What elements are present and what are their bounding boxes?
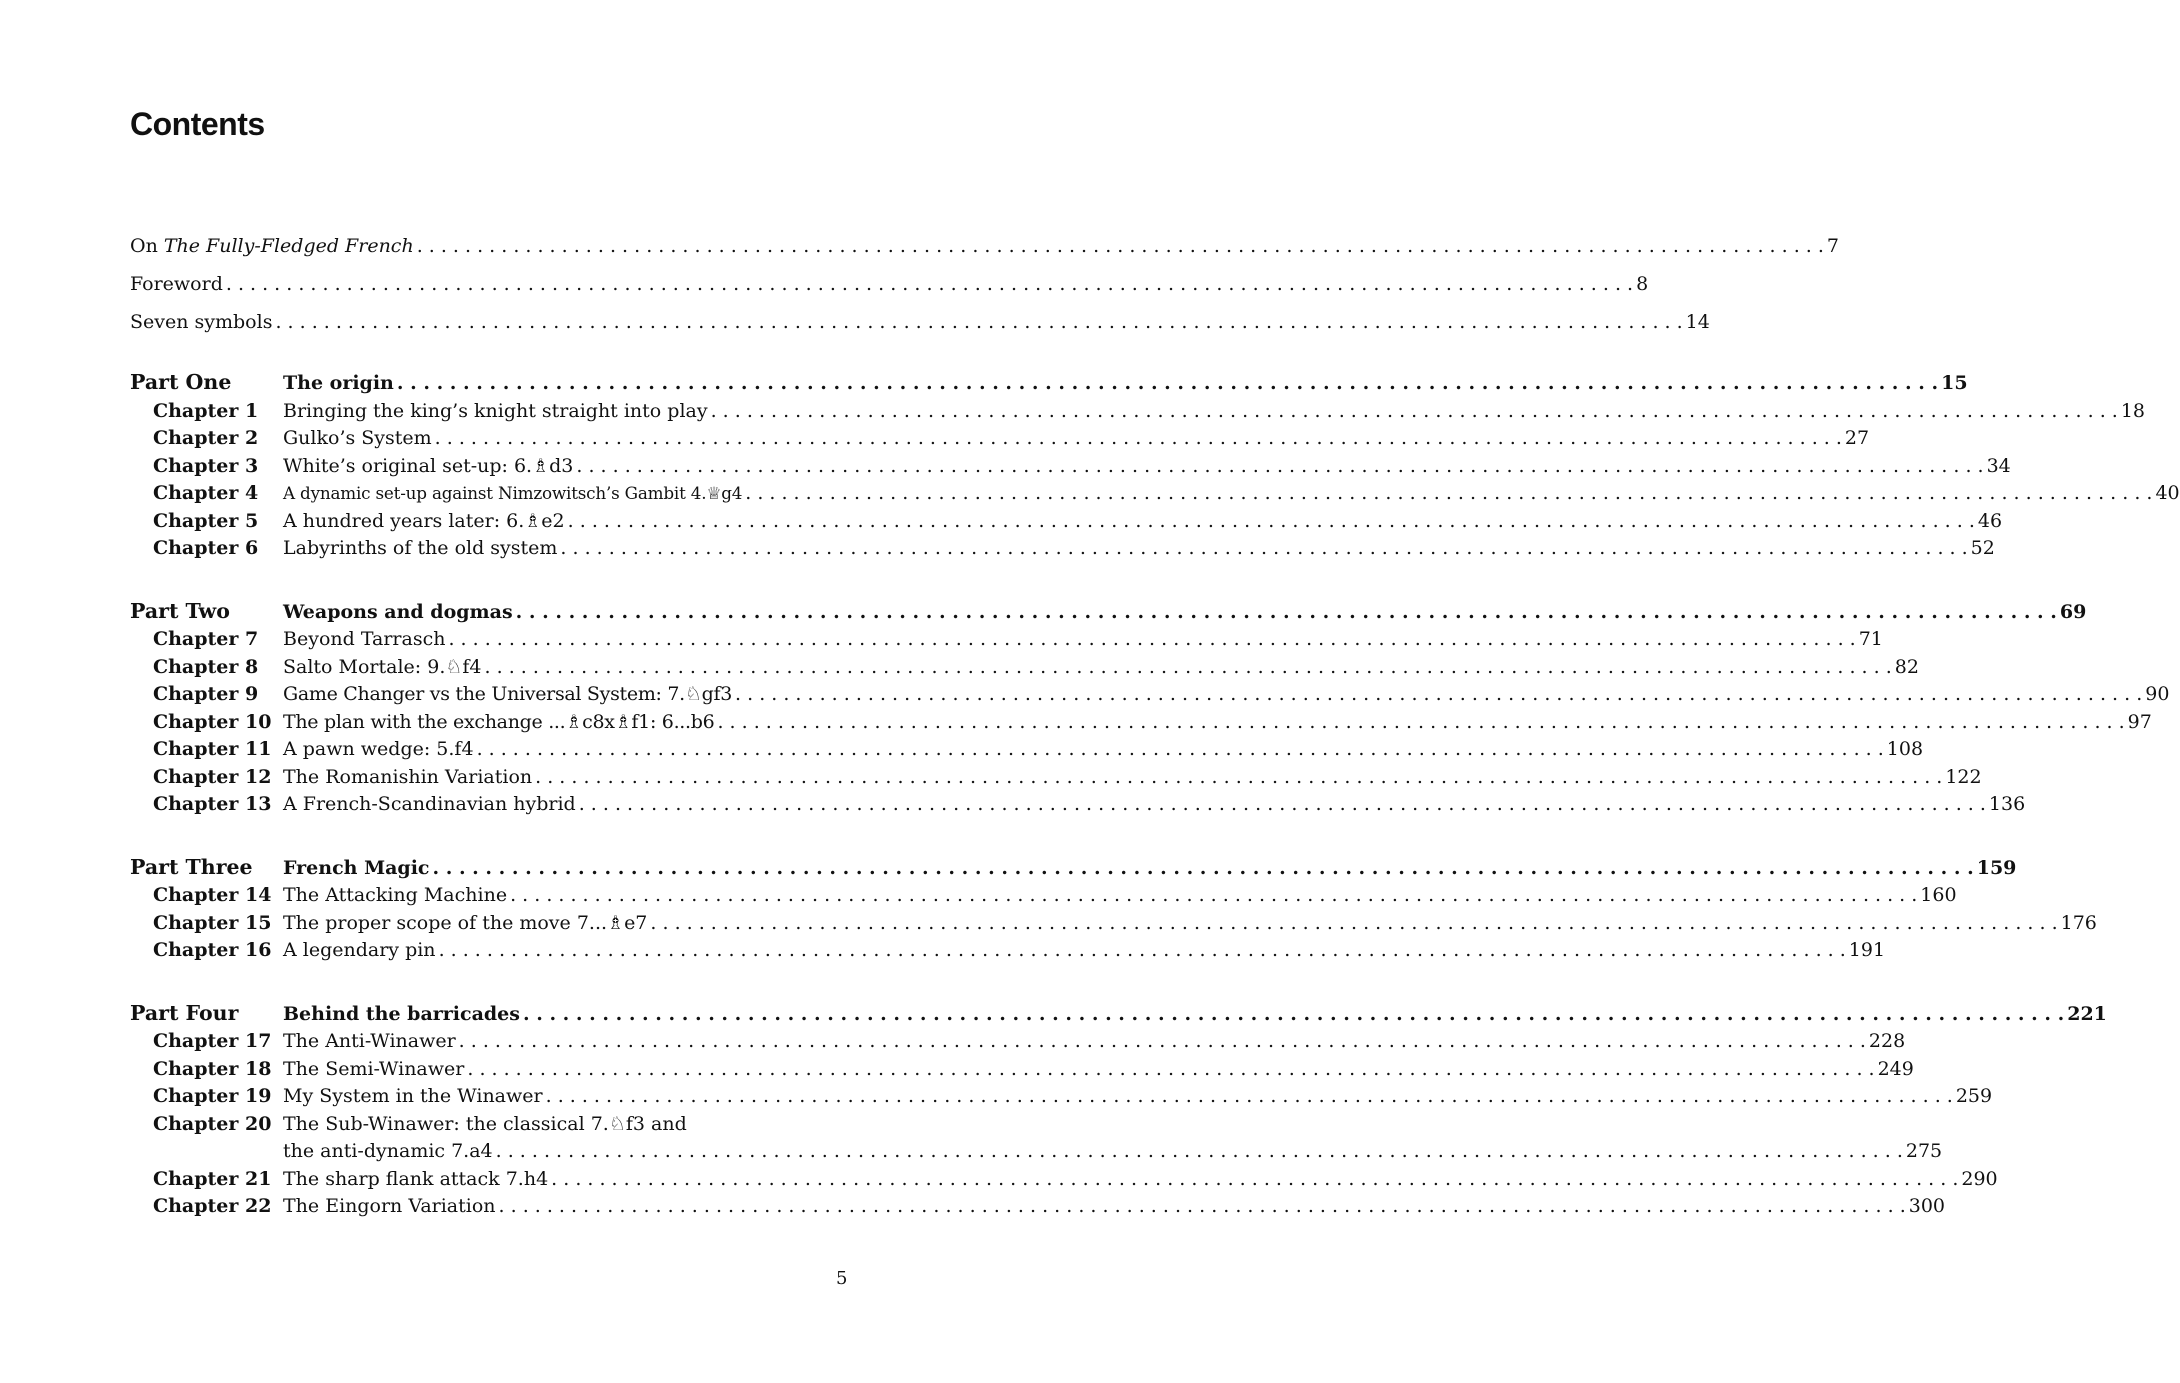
chapter-label: Chapter 17 xyxy=(153,1030,272,1052)
chapter-entry xyxy=(130,626,1883,654)
chapter-entry xyxy=(130,1028,1906,1056)
page-number: 15 xyxy=(1941,372,1968,394)
leader-dots xyxy=(745,480,2152,508)
chapter-title: Salto Mortale: 9.♘f4 xyxy=(283,655,482,678)
leader-dots xyxy=(535,764,1942,792)
chapter-entry xyxy=(130,1166,1998,1194)
page-title: Contents xyxy=(130,106,265,142)
page-number: 97 xyxy=(2127,710,2152,733)
chapter-label: Chapter 13 xyxy=(153,793,272,815)
entry-title xyxy=(130,227,414,265)
chapter-label: Chapter 8 xyxy=(153,655,259,678)
page-number: 159 xyxy=(1976,856,2017,879)
chapter-title: Bringing the king’s knight straight into play xyxy=(283,399,708,422)
entry-title-italic: The Fully-Fledged French xyxy=(163,235,414,257)
page-number: 69 xyxy=(2059,600,2087,623)
chapter-label: Chapter 4 xyxy=(153,482,259,504)
entry-title-prefix: On xyxy=(130,235,164,257)
table-of-contents xyxy=(130,227,2180,1221)
chapter-title: The Sub-Winawer: the classical 7.♘f3 and xyxy=(283,1112,687,1135)
page-number: 18 xyxy=(2120,399,2145,422)
chapter-title: Beyond Tarrasch xyxy=(283,628,446,650)
entry-title: Foreword xyxy=(130,273,223,295)
chapter-title: The Attacking Machine xyxy=(283,884,508,906)
leader-dots xyxy=(551,1166,1958,1194)
chapter-entry xyxy=(130,1111,1943,1166)
part-section xyxy=(130,369,2180,563)
page-number: 259 xyxy=(1955,1085,1993,1107)
page-number: 71 xyxy=(1858,628,1883,650)
page-number: 176 xyxy=(2060,911,2097,934)
chapter-entry xyxy=(130,736,1924,764)
chapter-label: Chapter 10 xyxy=(153,710,272,733)
leader-dots xyxy=(439,937,1846,965)
chapter-title: A dynamic set-up against Nimzowitsch’s Gambit 4.♕g4 xyxy=(283,483,743,503)
toc-entry-front-matter xyxy=(130,303,1710,341)
chapter-title: Game Changer vs the Universal System: 7.♘gf3 xyxy=(283,683,733,705)
chapter-title: A hundred years later: 6.♗e2 xyxy=(283,509,565,532)
entry-title: Seven symbols xyxy=(130,311,273,333)
part-title: The origin xyxy=(283,372,394,394)
toc-entry-front-matter xyxy=(130,227,1839,265)
leader-dots xyxy=(568,508,1975,536)
chapter-label: Chapter 22 xyxy=(153,1195,272,1217)
part-heading xyxy=(130,369,1968,398)
page-number: 122 xyxy=(1945,765,1982,788)
chapter-title: White’s original set-up: 6.♗d3 xyxy=(283,454,574,477)
chapter-title-continued: the anti-dynamic 7.a4 xyxy=(283,1140,493,1162)
chapter-label: Chapter 2 xyxy=(153,427,259,449)
leader-dots xyxy=(523,1001,2064,1029)
page-number: 8 xyxy=(1636,273,1649,295)
leader-dots xyxy=(546,1083,1953,1111)
part-heading xyxy=(130,598,2087,627)
part-title: Weapons and dogmas xyxy=(283,600,513,623)
leader-dots xyxy=(397,370,1938,398)
chapter-title: A French-Scandinavian hybrid xyxy=(283,793,576,815)
chapter-entry xyxy=(130,453,2011,481)
chapter-title: The proper scope of the move 7...♗e7 xyxy=(283,911,648,934)
leader-dots xyxy=(467,1056,1874,1084)
chapter-label: Chapter 11 xyxy=(153,738,272,760)
chapter-title: The Anti-Winawer xyxy=(283,1030,456,1052)
leader-dots xyxy=(717,709,2124,737)
leader-dots xyxy=(485,654,1892,682)
leader-dots xyxy=(226,265,1633,303)
chapter-label: Chapter 7 xyxy=(153,628,259,650)
chapter-label: Chapter 3 xyxy=(153,454,259,477)
page-number: 160 xyxy=(1920,884,1957,906)
chapter-title: My System in the Winawer xyxy=(283,1085,543,1107)
chapter-entry xyxy=(130,764,1982,792)
chapter-entry xyxy=(130,1056,1914,1084)
chapter-label: Chapter 1 xyxy=(153,399,259,422)
part-heading xyxy=(130,854,2017,883)
leader-dots xyxy=(496,1138,1903,1166)
chapter-title: A legendary pin xyxy=(283,939,436,961)
chapter-label: Chapter 12 xyxy=(153,765,272,788)
page-number: 46 xyxy=(1977,509,2003,532)
page-number: 275 xyxy=(1905,1140,1943,1162)
chapter-title: The Semi-Winawer xyxy=(283,1057,465,1080)
part-label: Part One xyxy=(130,370,232,394)
leader-dots xyxy=(516,599,2057,627)
page-number: 52 xyxy=(1970,537,1995,559)
part-label: Part Four xyxy=(130,1000,239,1025)
page-number: 300 xyxy=(1908,1195,1946,1217)
chapter-label: Chapter 18 xyxy=(153,1057,272,1080)
part-section xyxy=(130,854,2097,965)
chapter-label: Chapter 14 xyxy=(153,884,272,906)
part-section xyxy=(130,1000,2107,1221)
page-number: 27 xyxy=(1844,427,1870,449)
chapter-entry xyxy=(130,681,2170,709)
part-heading xyxy=(130,1000,2107,1029)
chapter-title: The Romanishin Variation xyxy=(283,765,533,788)
chapter-label: Chapter 6 xyxy=(153,537,259,559)
chapter-entry xyxy=(130,791,2026,819)
part-title: Behind the barricades xyxy=(283,1002,520,1025)
page-number: 90 xyxy=(2145,683,2170,705)
chapter-entry xyxy=(130,480,2180,508)
chapter-label: Chapter 15 xyxy=(153,911,272,934)
page-number: 228 xyxy=(1868,1030,1906,1052)
chapter-label: Chapter 19 xyxy=(153,1085,272,1107)
chapter-label: Chapter 9 xyxy=(153,683,259,705)
leader-dots xyxy=(432,855,1973,883)
page-number: 191 xyxy=(1848,939,1886,961)
leader-dots xyxy=(435,425,1842,453)
chapter-entry xyxy=(130,654,1919,682)
page-number: 40 xyxy=(2155,482,2180,504)
chapter-title: The Eingorn Variation xyxy=(283,1195,496,1217)
page-number: 14 xyxy=(1685,311,1710,333)
part-section xyxy=(130,598,2170,819)
part-label: Part Three xyxy=(130,854,253,879)
page-number: 7 xyxy=(1826,235,1839,257)
chapter-title: Labyrinths of the old system xyxy=(283,537,558,559)
chapter-entry xyxy=(130,882,1957,910)
chapter-entry xyxy=(130,1083,1993,1111)
part-label: Part Two xyxy=(130,598,230,623)
chapter-entry xyxy=(130,937,1886,965)
leader-dots xyxy=(579,791,1986,819)
leader-dots xyxy=(477,736,1884,764)
chapter-entry xyxy=(130,910,2097,938)
page-number: 34 xyxy=(1986,454,2011,477)
leader-dots xyxy=(735,681,2142,709)
leader-dots xyxy=(448,626,1855,654)
page-number: 221 xyxy=(2067,1002,2107,1025)
chapter-entry xyxy=(130,1193,1946,1221)
page-number: 82 xyxy=(1894,655,1919,678)
chapter-label: Chapter 21 xyxy=(153,1167,272,1190)
chapter-label: Chapter 20 xyxy=(153,1112,272,1135)
leader-dots xyxy=(510,882,1917,910)
chapter-label: Chapter 16 xyxy=(153,939,272,961)
leader-dots xyxy=(417,227,1824,265)
chapter-entry xyxy=(130,508,2003,536)
chapter-title: Gulko’s System xyxy=(283,427,432,449)
page-number: 290 xyxy=(1961,1167,1998,1190)
leader-dots xyxy=(275,303,1682,341)
leader-dots xyxy=(459,1028,1866,1056)
page-number: 136 xyxy=(1988,793,2026,815)
chapter-entry xyxy=(130,535,1995,563)
chapter-entry xyxy=(130,709,2152,737)
page-folio-number: 5 xyxy=(836,1268,848,1289)
page-number: 249 xyxy=(1877,1057,1914,1080)
chapter-title: A pawn wedge: 5.f4 xyxy=(283,738,474,760)
leader-dots xyxy=(499,1193,1906,1221)
chapter-title: The plan with the exchange ...♗c8x♗f1: 6...b6 xyxy=(283,710,715,733)
chapter-entry xyxy=(130,398,2145,426)
leader-dots xyxy=(560,535,1967,563)
leader-dots xyxy=(711,398,2118,426)
part-title: French Magic xyxy=(283,856,430,879)
page-number: 108 xyxy=(1886,738,1924,760)
leader-dots xyxy=(576,453,1983,481)
chapter-label: Chapter 5 xyxy=(153,509,259,532)
chapter-entry xyxy=(130,425,1870,453)
chapter-title: The sharp flank attack 7.h4 xyxy=(283,1167,549,1190)
leader-dots xyxy=(650,910,2057,938)
toc-entry-front-matter xyxy=(130,265,1649,303)
